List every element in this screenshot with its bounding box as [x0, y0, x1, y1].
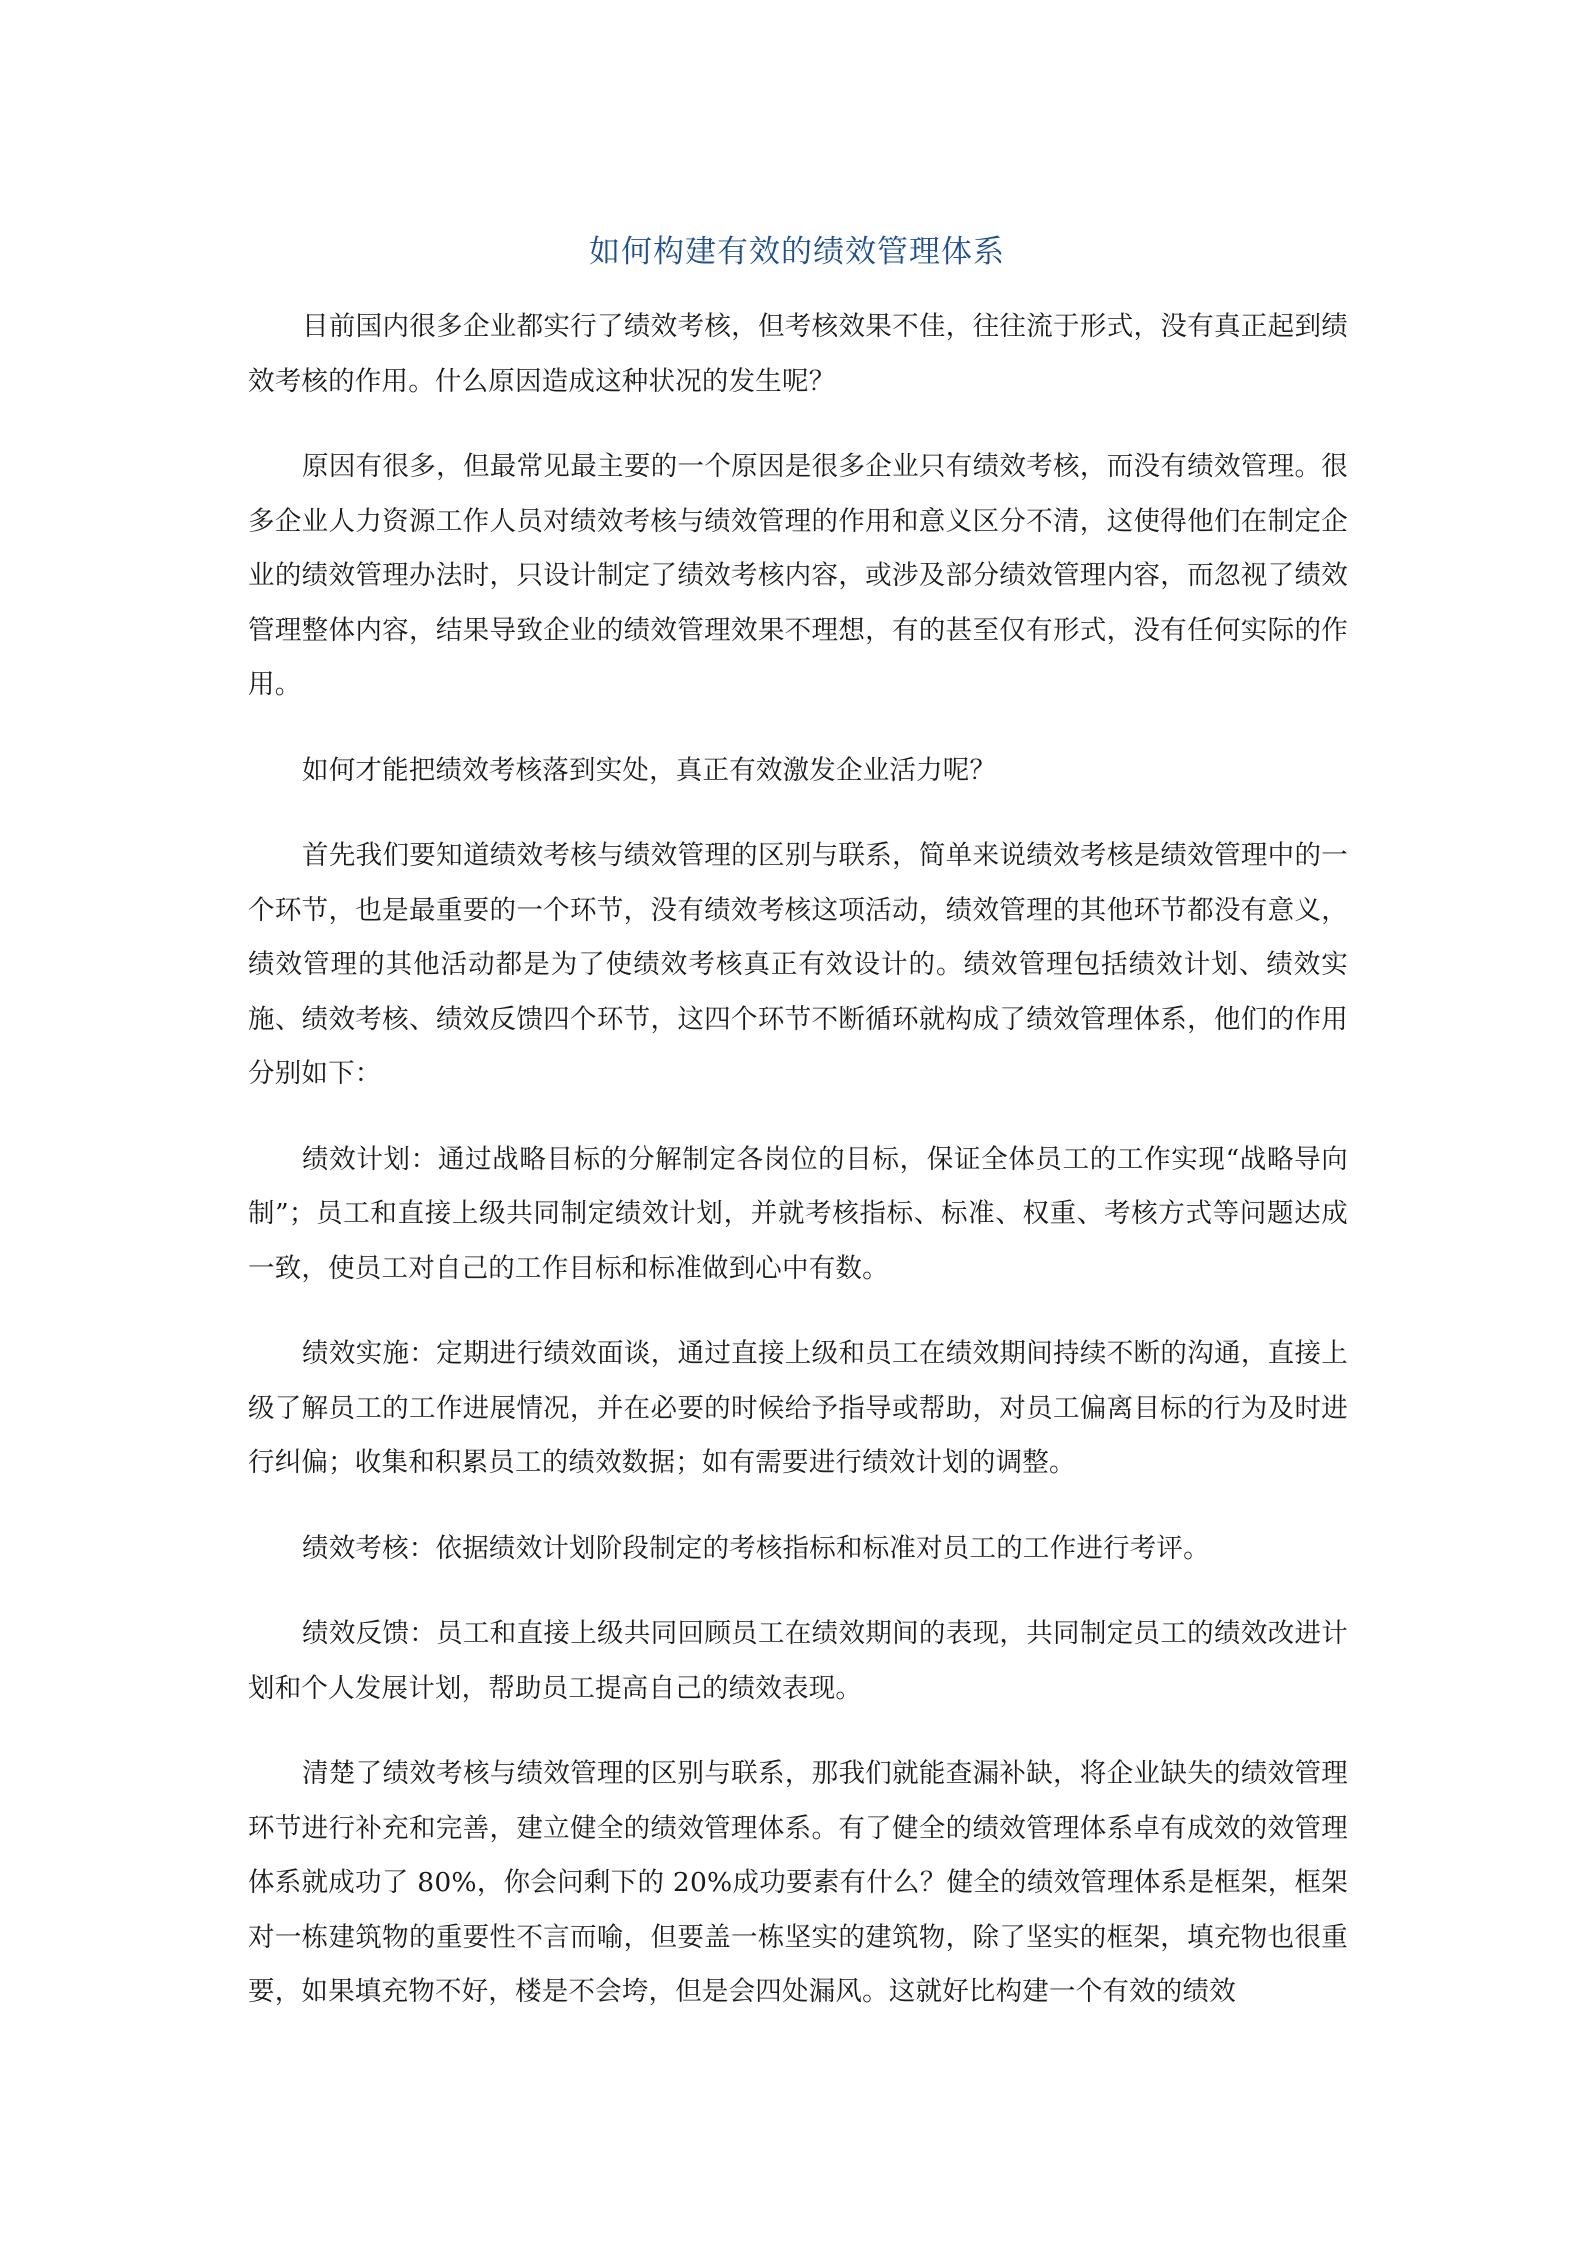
paragraph: 目前国内很多企业都实行了绩效考核，但考核效果不佳，往往流于形式，没有真正起到绩效考核的作用。什么原因造成这种状况的发生呢？ [248, 311, 1348, 397]
paragraph: 绩效考核：依据绩效计划阶段制定的考核指标和标准对员工的工作进行考评。 [302, 1532, 1210, 1564]
paragraph: 绩效计划：通过战略目标的分解制定各岗位的目标，保证全体员工的工作实现“战略导向制”；员工和直接上级共同制定绩效计划，并就考核指标、标准、权重、考核方式等问题达成一致，使员工对自己的工作目标和标准做到心中有数。 [248, 1143, 1348, 1284]
paragraph: 原因有很多，但最常见最主要的一个原因是很多企业只有绩效考核，而没有绩效管理。很多企业人力资源工作人员对绩效考核与绩效管理的作用和意义区分不清，这使得他们在制定企业的绩效管理办法时，只设计制定了绩效考核内容，或涉及部分绩效管理内容，而忽视了绩效管理整体内容，结果导致企业的绩效管理效果不理想，有的甚至仅有形式，没有任何实际的作用。 [248, 451, 1348, 700]
paragraph: 清楚了绩效考核与绩效管理的区别与联系，那我们就能查漏补缺，将企业缺失的绩效管理环节进行补充和完善，建立健全的绩效管理体系。有了健全的绩效管理体系卓有成效的效管理体系就成功了 80%，你会问剩下的 20%成功要素有什么？健全的绩效管理体系是框架，框架对一栋建筑物的重要性不言而喻，但要盖一栋坚实的建筑物，除了坚实的框架，填充物也很重要，如果填充物不好，楼是不会垮，但是会四处漏风。这就好比构建一个有效的绩效 [248, 1758, 1348, 2007]
document-title: 如何构建有效的绩效管理体系 [589, 234, 1005, 270]
paragraph: 绩效实施：定期进行绩效面谈，通过直接上级和员工在绩效期间持续不断的沟通，直接上级了解员工的工作进展情况，并在必要的时候给予指导或帮助，对员工偏离目标的行为及时进行纠偏；收集和积累员工的绩效数据；如有需要进行绩效计划的调整。 [248, 1338, 1348, 1478]
paragraph: 绩效反馈：员工和直接上级共同回顾员工在绩效期间的表现，共同制定员工的绩效改进计划和个人发展计划，帮助员工提高自己的绩效表现。 [248, 1618, 1348, 1704]
document-body [248, 300, 1348, 2051]
paragraph: 如何才能把绩效考核落到实处，真正有效激发企业活力呢？ [302, 754, 997, 786]
paragraph: 首先我们要知道绩效考核与绩效管理的区别与联系，简单来说绩效考核是绩效管理中的一个环节，也是最重要的一个环节，没有绩效考核这项活动，绩效管理的其他环节都没有意义，绩效管理的其他活动都是为了使绩效考核真正有效设计的。绩效管理包括绩效计划、绩效实施、绩效考核、绩效反馈四个环节，这四个环节不断循环就构成了绩效管理体系，他们的作用分别如下： [248, 840, 1348, 1089]
